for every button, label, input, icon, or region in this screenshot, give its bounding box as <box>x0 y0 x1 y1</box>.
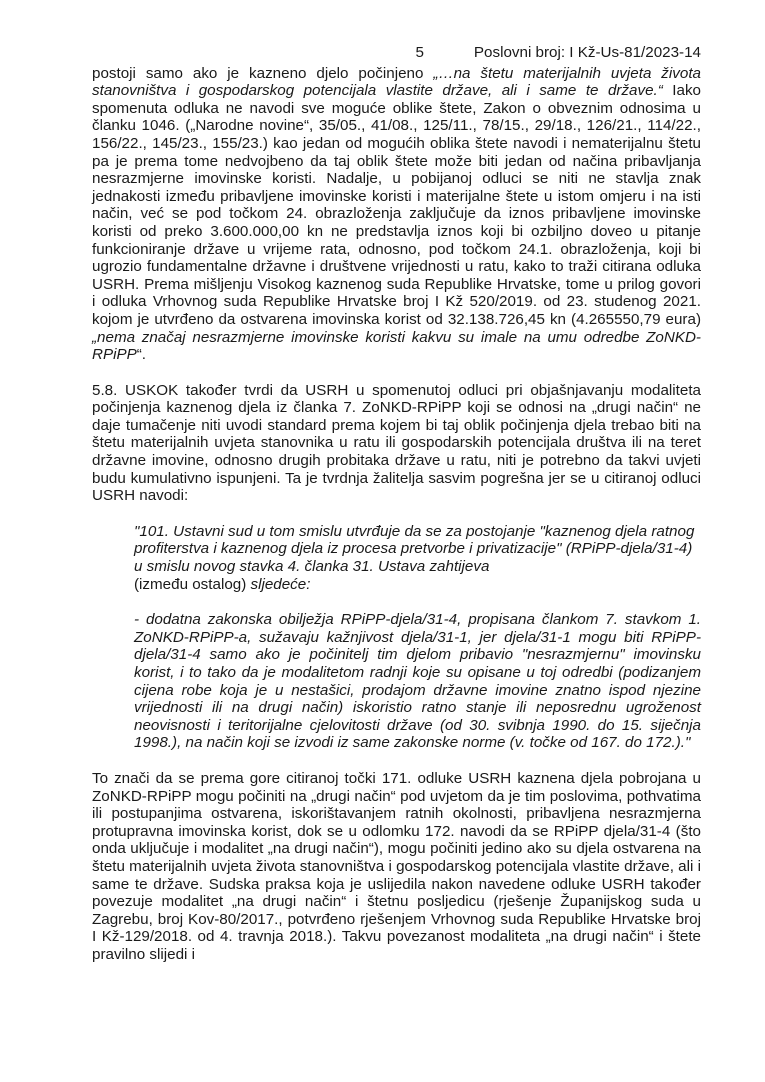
spacer <box>134 593 701 611</box>
quoted-text: „…na štetu materijalnih uvjeta života stanovništva i gospodarskog potencijala vlastite države, ali i same te države.“ <box>92 64 701 100</box>
quote-paragraph-list-item: - dodatna zakonska obilježja RPiPP-djela/31-4, propisana člankom 7. stavkom 1. ZoNKD-RPiPP-a, sužavaju kažnjivost djela/31-1, jer djela/31-1 mogu biti RPiPP-djela/31-4 samo ako je počinitelj tim djelom pribavio "nesrazmjernu" imovinsku korist, i to tako da je modalitetom radnji koje su opisane u toj odredbi (podizanjem cijena robe koja je u nestašici, prodajom državne imovine znatno ispod njezine vrijednosti ili na drugi način) iskoristio ratno stanje ili neposrednu ugroženost neovisnosti i teritorijalne cjelovitosti države (od 30. svibnja 1990. do 15. siječnja 1998.), na način koji se izvodi iz same zakonske norme (v. točke od 167. do 172.)." <box>134 611 701 752</box>
quoted-text: „nema značaj nesrazmjerne imovinske koristi kakvu su imale na umu odredbe ZoNKD-RPiPP <box>92 328 701 364</box>
text-run: (između ostalog) <box>134 575 247 593</box>
page-header <box>92 44 701 62</box>
spacer <box>92 752 701 770</box>
text-run: Iako spomenuta odluka ne navodi sve moguće oblike štete, Zakon o obveznim odnosima u članku 1046. („Narodne novine“, 35/05., 41/08., 125/11., 78/15., 29/18., 126/21., 114/22., 156/22., 145/23., 155/23.) kao jedan od mogućih oblika štete navodi i nematerijalnu štetu pa je prema tome nedvojbeno da taj oblik štete može biti jedan od načina pribavljanja nesrazmjerne imovinske koristi. Nadalje, u pobijanoj odluci se niti ne stavlja znak jednakosti između pribavljene imovinske koristi i materijalne štete u istom omjeru i na isti način, već se pod točkom 24. obrazloženja zaključuje da iznos pribavljene imovinske koristi od preko 3.600.000,00 kn ne predstavlja iznos koji bi ozbiljno doveo u pitanje funkcioniranje države u vrijeme rata, odnosno, pod točkom 24.1. obrazloženja, koji bi ugrozio fundamentalne državne i društvene vrijednosti u ratu, kako to traži citirana odluka USRH. Prema mišljenju Visokog kaznenog suda Republike Hrvatske, tome u prilog govori i odluka Vrhovnog suda Republike Hrvatske broj I Kž 520/2019. od 23. studenog 2021. kojom je utvrđeno da ostvarena imovinska korist od 32.138.726,45 kn (4.265550,79 eura) <box>92 82 701 328</box>
page-number: 5 <box>415 44 424 61</box>
paragraph-conclusion: To znači da se prema gore citiranoj točki 171. odluke USRH kaznena djela pobrojana u ZoNKD-RPiPP mogu počiniti na „drugi način“ pod uvjetom da je tim poslovima, pothvatima ili postupanjima ostvarena, iskorištavanjem ratnih okolnosti, pribavljena nesrazmjerna protupravna imovinska korist, dok se u odlomku 172. navodi da se RPiPP djela/31-4 (što onda uključuje i modalitet „na drugi način“), mogu počiniti jedino ako su djela ostvarena na štetu materijalnih uvjeta života stanovništva i gospodarskog potencijala vlastite države, ali i same te države. Sudska praksa koja je uslijedila nakon navedene odluke USRH također povezuje modalitet „na drugi način“ i štetnu posljedicu (rješenje Županijskog suda u Zagrebu, broj Kov-80/2017., potvrđeno rješenjem Vrhovnog suda Republike Hrvatske broj I Kž-129/2018. od 4. travnja 2018.). Takvu povezanost modaliteta „na drugi način“ i štete pravilno slijedi i <box>92 769 701 963</box>
text-run: “. <box>136 346 147 364</box>
spacer <box>92 364 701 382</box>
paragraph-1 <box>92 65 701 364</box>
document-page <box>92 44 701 964</box>
paragraph-5-8: 5.8. USKOK također tvrdi da USRH u spomenutoj odluci pri objašnjavanju modaliteta počinjenja kaznenog djela iz članka 7. ZoNKD-RPiPP koji se odnosi na „drugi način“ ne daje tumačenje niti uvodi standard prema kojem bi taj oblik počinjenja djela trebao biti na štetu materijalnih uvjeta stanovnika u ratu ili gospodarskih potencijala društva ili na teret državne imovine, odnosno drugih probitaka države u ratu, niti je potrebno da takvi uvjeti budu kumulativno ispunjeni. Ta je tvrdnja žalitelja sasvim pogrešna jer se u citiranoj odluci USRH navodi: <box>92 381 701 505</box>
text-run: "101. Ustavni sud u tom smislu utvrđuje da se za postojanje "kaznenog djela ratnog profiterstva i kaznenog djela iz procesa pretvorbe i privatizacije" (RPiPP-djela/31-4) u smislu novog stavka 4. članka 31. Ustava zahtijeva <box>134 522 695 576</box>
block-quote <box>134 523 701 752</box>
text-run: postoji samo ako je kazneno djelo počinjeno <box>92 64 434 82</box>
text-run: sljedeće: <box>246 575 311 593</box>
quote-paragraph-101 <box>134 523 701 593</box>
spacer <box>92 505 701 523</box>
case-number: Poslovni broj: I Kž-Us-81/2023-14 <box>473 44 701 61</box>
